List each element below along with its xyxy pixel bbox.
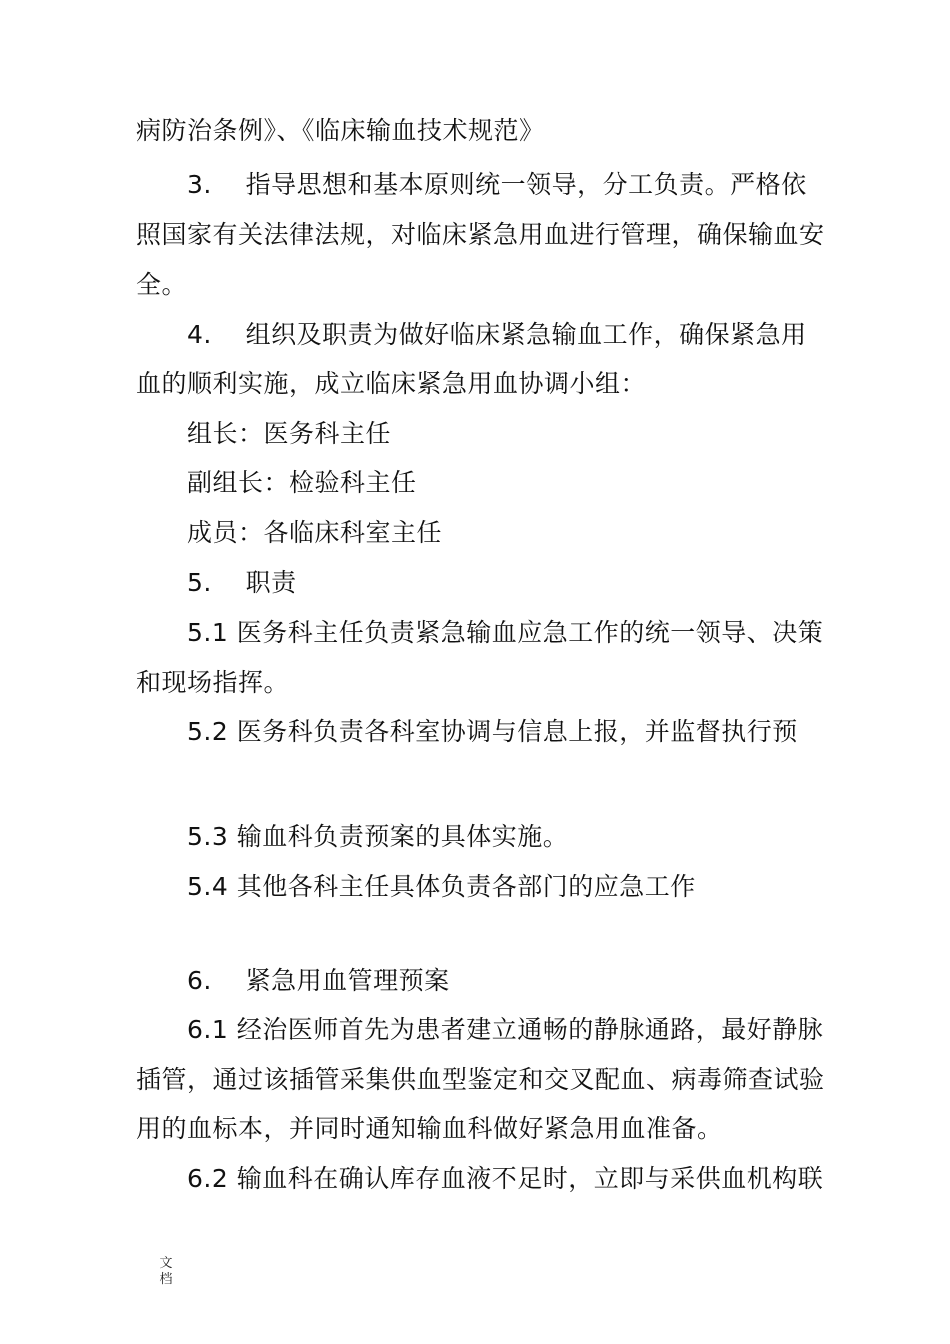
text-line: 4. 组织及职责为做好临床紧急输血工作，确保紧急用 [187, 320, 807, 349]
text-line: 血的顺利实施，成立临床紧急用血协调小组： [136, 369, 647, 398]
text-line: 照国家有关法律法规，对临床紧急用血进行管理，确保输血安 [136, 220, 825, 249]
text-line: 3. 指导思想和基本原则统一领导，分工负责。严格依 [187, 170, 807, 199]
text-line: 组长：医务科主任 [187, 419, 392, 448]
text-line: 5.2 医务科负责各科室协调与信息上报，并监督执行预 [187, 717, 798, 746]
footer-char: 文 [159, 1256, 173, 1271]
text-line: 5.4 其他各科主任具体负责各部门的应急工作 [187, 872, 696, 901]
text-line: 5.3 输血科负责预案的具体实施。 [187, 822, 569, 851]
text-line: 5.1 医务科主任负责紧急输血应急工作的统一领导、决策 [187, 618, 824, 647]
text-line: 和现场指挥。 [136, 668, 290, 697]
page-footer [158, 1256, 174, 1288]
text-line: 插管，通过该插管采集供血型鉴定和交叉配血、病毒筛查试验 [136, 1065, 825, 1094]
text-line: 病防治条例》、《临床输血技术规范》 [136, 116, 545, 145]
text-line: 全。 [136, 270, 188, 299]
text-line: 5. 职责 [187, 568, 297, 597]
text-line: 6.2 输血科在确认库存血液不足时，立即与采供血机构联 [187, 1164, 824, 1193]
text-line: 用的血标本，并同时通知输血科做好紧急用血准备。 [136, 1114, 723, 1143]
text-line: 6.1 经治医师首先为患者建立通畅的静脉通路，最好静脉 [187, 1015, 824, 1044]
footer-char: 档 [159, 1272, 173, 1287]
text-line: 成员：各临床科室主任 [187, 518, 443, 547]
text-line: 副组长：检验科主任 [187, 468, 417, 497]
text-line: 6. 紧急用血管理预案 [187, 966, 450, 995]
